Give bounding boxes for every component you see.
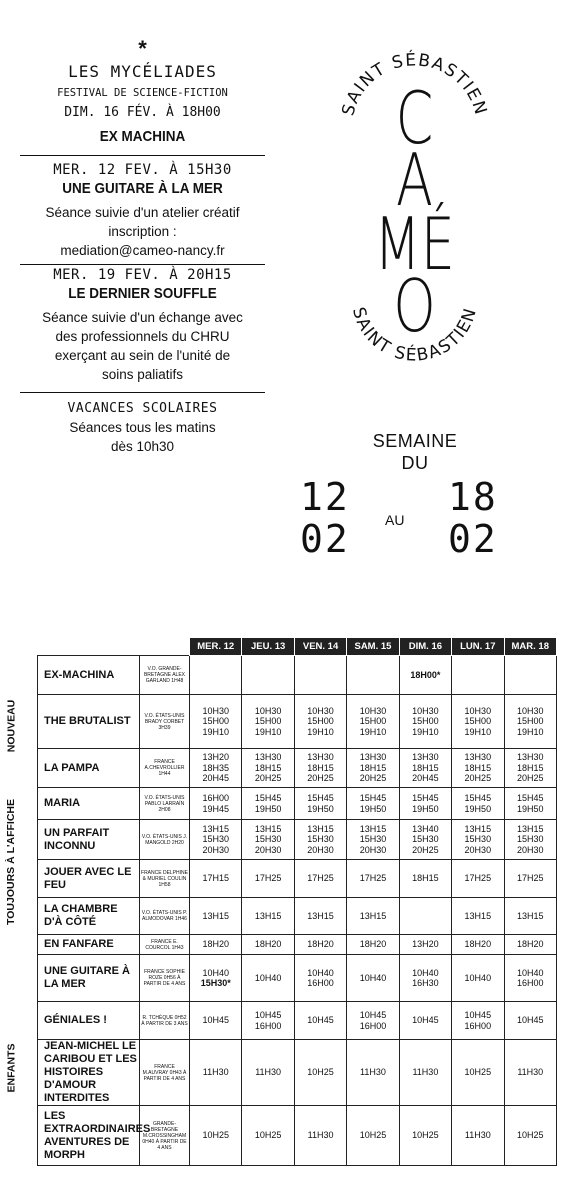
showtime-cell: 10H40 <box>242 955 294 1002</box>
film-info: FRANCE A.CHEVROLLIER 1H44 <box>140 749 190 788</box>
table-row <box>38 898 557 935</box>
showtime-cell: 10H25 <box>504 1106 556 1166</box>
film-info: FRANCE SOPHIE ROZE 0H56 À PARTIR DE 4 ANS <box>140 955 190 1002</box>
showtime-cell: 10H45 <box>190 1002 242 1040</box>
showtime-cell: 15H45 19H50 <box>347 788 399 820</box>
showtime-cell: 10H45 16H00 <box>452 1002 504 1040</box>
day-header: MER. 12 <box>190 638 242 656</box>
divider <box>20 155 265 156</box>
showtime-cell: 10H25 <box>452 1040 504 1106</box>
event3-desc-line: des professionnels du CHRU <box>55 329 230 344</box>
day-header: MAR. 18 <box>504 638 556 656</box>
logo-letter-c: C <box>395 76 434 160</box>
week-au: AU <box>385 512 405 528</box>
showtime-cell: 15H45 19H50 <box>452 788 504 820</box>
film-title: EN FANFARE <box>38 935 140 955</box>
film-info: V.O. ÉTATS-UNIS J. MANGOLD 2H20 <box>140 820 190 860</box>
showtime-cell: 13H30 18H15 20H45 <box>399 749 451 788</box>
film-info: V.O. ÉTATS-UNIS P. ALMODOVAR 1H46 <box>140 898 190 935</box>
vacation-desc-line: Séances tous les matins <box>69 420 216 435</box>
showtime-cell: 13H15 <box>294 898 346 935</box>
showtime-cell: 13H15 15H30 20H30 <box>242 820 294 860</box>
showtime-cell: 10H30 15H00 19H10 <box>242 695 294 749</box>
showtime-cell <box>347 656 399 695</box>
showtime-cell: 18H20 <box>452 935 504 955</box>
showtime-cell: 15H45 19H50 <box>294 788 346 820</box>
event2-film: UNE GUITARE À LA MER <box>62 180 223 197</box>
showtime-cell: 17H25 <box>504 860 556 898</box>
vacation-desc-line: dès 10h30 <box>110 439 175 454</box>
showtime-cell: 13H15 <box>347 898 399 935</box>
table-row <box>38 1002 557 1040</box>
showtime-cell: 11H30 <box>242 1040 294 1106</box>
showtime-cell: 10H45 <box>399 1002 451 1040</box>
showtime-cell: 11H30 <box>347 1040 399 1106</box>
table-row <box>38 749 557 788</box>
showtime-cell: 17H25 <box>347 860 399 898</box>
showtime-cell: 13H15 <box>504 898 556 935</box>
showtime-cell: 10H25 <box>347 1106 399 1166</box>
film-title: EX-MACHINA <box>38 656 140 695</box>
vacation-title: VACANCES SCOLAIRES <box>67 401 218 416</box>
showtime-cell: 18H20 <box>504 935 556 955</box>
film-info: FRANCE E. COURCOL 1H43 <box>140 935 190 955</box>
table-row <box>38 860 557 898</box>
film-title: JEAN-MICHEL LE CARIBOU ET LES HISTOIRES D'AMOUR INTERDITES <box>38 1040 140 1106</box>
showtime-cell <box>504 656 556 695</box>
day-header: LUN. 17 <box>452 638 504 656</box>
showtime-cell: 10H30 15H00 19H10 <box>504 695 556 749</box>
event3-desc-line: exerçant au sein de l'unité de <box>54 348 231 363</box>
showtime-cell: 13H20 <box>399 935 451 955</box>
table-row <box>38 1040 557 1106</box>
showtime-cell: 11H30 <box>399 1040 451 1106</box>
header-blank <box>140 638 190 656</box>
showtime-cell: 15H45 19H50 <box>504 788 556 820</box>
film-title: LA PAMPA <box>38 749 140 788</box>
festival-date: DIM. 16 FÉV. À 18H00 <box>64 105 221 120</box>
group-showing-text: TOUJOURS À L'AFFICHE <box>5 799 18 925</box>
star-mark: * <box>138 36 147 61</box>
film-title: GÉNIALES ! <box>38 1002 140 1040</box>
event2-desc-line: inscription : <box>108 224 177 239</box>
event3-description <box>20 308 265 384</box>
vacation-description <box>20 418 265 456</box>
showtime-cell: 17H25 <box>452 860 504 898</box>
showtime-cell: 11H30 <box>504 1040 556 1106</box>
showtime-cell <box>242 656 294 695</box>
showtime-cell: 10H25 <box>242 1106 294 1166</box>
film-info: FRANCE DELPHINE & MURIEL COULIN 1H58 <box>140 860 190 898</box>
logo-letters-me: MÉ <box>374 202 455 286</box>
logo-letter-o: O <box>393 264 436 348</box>
film-title: UN PARFAIT INCONNU <box>38 820 140 860</box>
week-heading <box>345 430 485 474</box>
showtime-cell: 18H20 <box>294 935 346 955</box>
showtime-cell: 10H25 <box>190 1106 242 1166</box>
table-row <box>38 935 557 955</box>
logo-arc-top-text: SAINT SÉBASTIEN <box>338 50 491 119</box>
showtime-cell: 16H00 19H45 <box>190 788 242 820</box>
showtime-cell: 10H45 <box>504 1002 556 1040</box>
event3-date: MER. 19 FEV. À 20H15 <box>53 267 232 283</box>
event3-desc-line: Séance suivie d'un échange avec <box>42 310 243 325</box>
showtime-cell <box>399 898 451 935</box>
showtime-cell: 11H30 <box>190 1040 242 1106</box>
film-title: LES EXTRAORDINAIRES AVENTURES DE MORPH <box>38 1106 140 1166</box>
showtime-cell: 10H30 15H00 19H10 <box>399 695 451 749</box>
group-kids-text: ENFANTS <box>5 1043 18 1093</box>
showtime-cell: 13H15 <box>190 898 242 935</box>
event2-description <box>20 203 265 260</box>
showtime-cell: 13H15 <box>242 898 294 935</box>
film-title: JOUER AVEC LE FEU <box>38 860 140 898</box>
festival-subtitle: FESTIVAL DE SCIENCE-FICTION <box>57 87 228 99</box>
divider <box>20 392 265 393</box>
showtime-cell: 15H45 19H50 <box>242 788 294 820</box>
group-label-kids <box>0 968 22 1168</box>
showtime-cell: 17H15 <box>190 860 242 898</box>
showtime-cell: 13H15 15H30 20H30 <box>190 820 242 860</box>
events-column <box>20 36 265 456</box>
table-row <box>38 695 557 749</box>
film-info: V.O. ÉTATS-UNIS PABLO LARRAÍN 2H08 <box>140 788 190 820</box>
showtime-cell <box>190 656 242 695</box>
showtime-cell: 10H45 16H00 <box>347 1002 399 1040</box>
showtime-cell: 10H30 15H00 19H10 <box>452 695 504 749</box>
showtime-cell: 10H40 <box>347 955 399 1002</box>
showtime-cell: 10H40 16H30 <box>399 955 451 1002</box>
film-info: R. TCHÈQUE 0H52 À PARTIR DE 3 ANS <box>140 1002 190 1040</box>
schedule-table <box>37 637 557 1166</box>
schedule-header-row <box>38 638 557 656</box>
table-row <box>38 820 557 860</box>
from-month: 02 <box>300 517 350 561</box>
table-row <box>38 1106 557 1166</box>
event2-date: MER. 12 FEV. À 15H30 <box>53 162 232 178</box>
showtime-cell: 10H30 15H00 19H10 <box>294 695 346 749</box>
to-day: 18 <box>448 475 498 519</box>
showtime-cell: 18H20 <box>242 935 294 955</box>
showtime-cell: 10H25 <box>399 1106 451 1166</box>
showtime-cell: 13H15 <box>452 898 504 935</box>
cameo-logo <box>332 28 497 398</box>
from-day: 12 <box>300 475 350 519</box>
showtime-cell: 10H40 <box>452 955 504 1002</box>
showtime-cell: 17H25 <box>242 860 294 898</box>
day-header: JEU. 13 <box>242 638 294 656</box>
day-header: SAM. 15 <box>347 638 399 656</box>
showtime-cell: 10H45 <box>294 1002 346 1040</box>
week-du: DU <box>401 453 429 473</box>
header-blank <box>38 638 140 656</box>
group-label-new <box>0 696 22 756</box>
group-label-showing <box>0 756 22 968</box>
showtime-cell: 10H40 16H00 <box>294 955 346 1002</box>
festival-film: EX MACHINA <box>99 128 186 145</box>
film-title: MARIA <box>38 788 140 820</box>
showtime-cell: 11H30 <box>294 1106 346 1166</box>
showtime-cell: 13H30 18H15 20H25 <box>294 749 346 788</box>
event2-email[interactable]: mediation@cameo-nancy.fr <box>60 243 225 258</box>
showtime-cell: 13H15 15H30 20H30 <box>504 820 556 860</box>
showtime-cell: 17H25 <box>294 860 346 898</box>
divider <box>20 264 265 265</box>
festival-name: LES MYCÉLIADES <box>68 62 217 81</box>
film-info: FRANCE M.AUVRAY 0H43 À PARTIR DE 4 ANS <box>140 1040 190 1106</box>
showtime-cell: 13H15 15H30 20H30 <box>347 820 399 860</box>
logo-arc-bottom-text: SAINT SÉBASTIEN <box>347 304 482 366</box>
showtime-cell: 18H20 <box>190 935 242 955</box>
showtime-cell: 13H20 18H35 20H45 <box>190 749 242 788</box>
event3-desc-line: soins paliatifs <box>101 367 184 382</box>
table-row <box>38 955 557 1002</box>
showtime-cell: 11H30 <box>452 1106 504 1166</box>
showtime-cell: 13H30 18H15 20H25 <box>347 749 399 788</box>
showtime-cell <box>452 656 504 695</box>
showtime-cell: 13H15 15H30 20H30 <box>294 820 346 860</box>
showtime-cell: 10H40 16H00 <box>504 955 556 1002</box>
table-row <box>38 788 557 820</box>
showtime-cell: 15H45 19H50 <box>399 788 451 820</box>
film-title: UNE GUITARE À LA MER <box>38 955 140 1002</box>
showtime-cell: 10H30 15H00 19H10 <box>347 695 399 749</box>
film-info: V.O. ÉTATS-UNIS BRADY CORBET 3H39 <box>140 695 190 749</box>
film-info: GRANDE-BRETAGNE M.CROSSINGHAM 0H40 À PARTIR DE 4 ANS <box>140 1106 190 1166</box>
film-title: THE BRUTALIST <box>38 695 140 749</box>
day-header: VEN. 14 <box>294 638 346 656</box>
showtime-cell: 13H40 15H30 20H25 <box>399 820 451 860</box>
showtime-cell: 13H30 18H15 20H25 <box>452 749 504 788</box>
showtime-cell: 13H15 15H30 20H30 <box>452 820 504 860</box>
showtime-cell: 10H30 15H00 19H10 <box>190 695 242 749</box>
event2-desc-line: Séance suivie d'un atelier créatif <box>45 205 240 220</box>
film-title: LA CHAMBRE D'À CÔTÉ <box>38 898 140 935</box>
showtime-cell: 18H00* <box>399 656 451 695</box>
week-label: SEMAINE <box>372 431 458 451</box>
showtime-cell: 10H25 <box>294 1040 346 1106</box>
showtime-cell <box>294 656 346 695</box>
logo-letter-a: A <box>396 138 433 222</box>
film-info: V.O. GRANDE-BRETAGNE ALEX GARLAND 1H48 <box>140 656 190 695</box>
showtime-cell: 18H20 <box>347 935 399 955</box>
showtime-cell: 10H40 15H30* <box>190 955 242 1002</box>
showtime-cell: 10H45 16H00 <box>242 1002 294 1040</box>
day-header: DIM. 16 <box>399 638 451 656</box>
showtime-cell: 18H15 <box>399 860 451 898</box>
showtime-cell: 13H30 18H15 20H25 <box>242 749 294 788</box>
to-month: 02 <box>448 517 498 561</box>
event3-film: LE DERNIER SOUFFLE <box>68 285 217 302</box>
table-row <box>38 656 557 695</box>
group-new-text: NOUVEAU <box>5 699 18 753</box>
showtime-cell: 13H30 18H15 20H25 <box>504 749 556 788</box>
